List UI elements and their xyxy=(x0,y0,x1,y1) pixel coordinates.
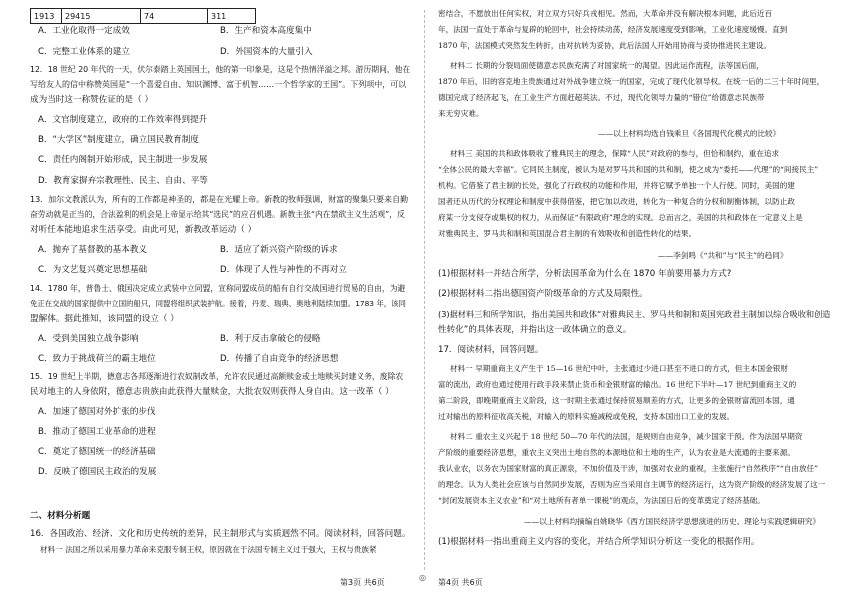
sub-question: (2)根据材料二指出德国资产阶级革命的方式及局限性。 xyxy=(438,289,648,299)
page-footer: 第3页 共6页 xyxy=(340,578,385,587)
citation: ——以上材料均摘编自姚晓华《西方国民经济学思想演进的历史、理论与实践逻辑研究》 xyxy=(524,517,821,526)
material-text: 机构。它借鉴了君主制的长处，强化了行政权的功能和作用，并将它赋予单独一个人行使。同时，美国的建 xyxy=(438,181,795,190)
page-divider xyxy=(424,10,425,570)
material-text: 材料一 早期重商主义产生于 15—16 世纪中叶，主张通过少进口甚至不进口的方式，但主本国金银财 xyxy=(450,364,788,373)
material-text: 国者还从历代的分权理论和制度中获得借鉴，把它加以改进，转化为一种复合的分权和制衡体制，以防止政 xyxy=(438,197,795,206)
option-c: C．为文艺复兴奠定思想基础 xyxy=(38,265,148,275)
statistics-table-fragment xyxy=(30,8,256,24)
material-text: 材料二 重农主义兴起于 18 世纪 50—70 年代的法国，是规则自由竞争，减少国家干预。作为法国早期资 xyxy=(450,432,803,441)
question-14-line: 免正在交战的国家提供中立国的船只，同盟将组织武装护航。接着，丹麦、瑞典、奥地利陆续加盟。1783 年，该同 xyxy=(30,299,406,308)
question-12: 12．18 世纪 20 年代的一天，伏尔泰踏上英国国土，他的第一印象是，这是个热情洋溢之邦。游历期间，他在 xyxy=(30,65,411,74)
material-text: 对雅典民主、罗马共和制和英国混合君主制的有效吸收和创造性转化的结果。 xyxy=(438,229,697,238)
sub-question: 性转化”的具体表现，并指出这一政体确立的意义。 xyxy=(438,325,632,335)
question-17: 17．阅读材料，回答问题。 xyxy=(438,345,544,355)
material-text: 我认业农，以务农为国家财富的真正源泉，不加价值及干涉，加强对农业的重视，主张施行“自然秩序”“自由放任” xyxy=(438,464,819,473)
material-text: 富的流出，政府也通过使用行政手段来禁止货币和金银财富的输出。16 世纪下半叶—17 世纪到重商主义的 xyxy=(438,380,797,389)
question-14: 14．1780 年，普鲁士、俄国决定成立武装中立同盟，宣称同盟成员的船有自行交战国进行贸易的自由，为避 xyxy=(30,284,406,293)
material-text: 来无穷灾难。 xyxy=(438,109,484,118)
question-13-line: 奋劳动就是正当的，合法盈利的机会是上帝显示给其“选民”的应召机遇。新教主张“内在禁欲主义生活观”，反 xyxy=(30,210,405,219)
option-a: A．受到美国独立战争影响 xyxy=(38,334,139,344)
option-b: B．利于反击拿破仑的侵略 xyxy=(220,334,321,344)
material-text: 材料二 长期的分裂局面使德意志民族充满了对国家统一的渴望。因此运作流程，法等国后面， xyxy=(450,61,764,70)
option-d: D．教育家摒弃宗教理性、民主、自由、平等 xyxy=(38,176,208,186)
material-text: 材料三 美国的共和政体吸收了雅典民主的理念，保障“人民”对政府的参与，但恰和制约，重在追求 xyxy=(450,149,780,158)
material-text: 府某一分支侵夺或集权的权力，从而保证“有限政府”理念的实现。总而言之，美国的共和政体在一定意义上是 xyxy=(438,213,803,222)
option-d: D．体现了人性与神性的不再对立 xyxy=(220,265,347,275)
sub-question: (1)根据材料一并结合所学，分析法国革命为什么在 1870 年前要用暴力方式? xyxy=(438,269,732,279)
option-c: C．奠定了德国统一的经济基础 xyxy=(38,447,156,457)
option-a: A．文官制度建立，政府的工作效率得到提升 xyxy=(38,115,208,125)
option-a: A．工业化取得一定成效 xyxy=(38,26,130,36)
option-b: B．推动了德国工业革命的进程 xyxy=(38,427,156,437)
question-14-line: 盟解体。据此推知，该同盟的设立（ ） xyxy=(30,314,179,324)
question-12-line: 写给友人的信中称赞英国是“一个喜爱自由、知识渊博、富于机智……一个哲学家的王国”。下列项中，可以 xyxy=(30,80,407,89)
material-text: “全体公民的最大幸福”。它同民主制度，被认为是对罗马共和国的共和制，使之成为“委托——代理”的“间接民主” xyxy=(438,165,819,174)
material-text: 第二阶段，即晚期重商主义阶段，这一时期主张通过保持贸易顺差的方式，让更多的金银财富流回本国，通 xyxy=(438,396,795,405)
material-text: 年，法国一直处于革命与复辟的轮回中，社会持续动荡，经济发展速度受到影响，工业化速度缓慢。直到 xyxy=(438,25,788,34)
option-d: D．传播了自由竞争的经济思想 xyxy=(220,354,339,364)
option-b: B．生产和资本高度集中 xyxy=(220,26,312,36)
question-16: 16．各国政治、经济、文化和历史传统的差异，民主制形式与实质迥然不同。阅读材料，回答问题。 xyxy=(30,529,411,539)
material-text: “封闭发展资本主义农业”和“对土地所有者单一课税”的观点，为法国日后的变革奠定了经济基础。 xyxy=(438,496,765,505)
question-13-line: 对听任本能地追求生活享受。由此可见，新教改革运动（ ） xyxy=(30,225,257,235)
material-text: 过对输出的原料征收高关税，对输入的原料实施减税或免税，支持本国出口工业的发展。 xyxy=(438,412,735,421)
material-text: 1870 年后，旧的容克地主贵族通过对外战争建立统一的国家，完成了现代化领导权。在统一后的二三十年时间里， xyxy=(438,77,825,86)
page-footer: 第4页 共6页 xyxy=(438,578,483,587)
question-15-line: 民对地主的人身依附，德意志贵族由此获得大量赎金，大批农奴则获得人身自由。这一改革（ ） xyxy=(30,387,394,397)
table-cell: 311 xyxy=(208,9,256,24)
question-12-line: 成为当时这一称赞佐证的是（ ） xyxy=(30,95,154,105)
citation: ——以上材料均选自钱乘旦《各国现代化模式的比较》 xyxy=(598,129,781,138)
option-b: B．适应了新兴资产阶级的诉求 xyxy=(220,245,338,255)
option-a: A．抛弃了基督教的基本教义 xyxy=(38,245,148,255)
option-a: A．加速了德国对外扩张的步伐 xyxy=(38,407,156,417)
option-c: C．致力于挑战荷兰的霸主地位 xyxy=(38,354,156,364)
sub-question: (3)据材料三和所学知识，指出美国共和政体“对雅典民主、罗马共和制和英国宪政君主制加以综合吸收和创造 xyxy=(438,309,831,319)
material-text: 1870 年，法国模式突然发生转折，由对抗转为妥协，此后法国人开始用协商与妥协推进民主建设。 xyxy=(438,41,772,50)
material-text: 德国完成了经济起飞，在工业生产方面赶超英法。不过，现代化领导力量的“错位”给德意志民族带 xyxy=(438,93,765,102)
citation: ——李剑鸣《“共和”与“民主”的趋同》 xyxy=(658,251,788,260)
material-text: 产阶级的重要经济思想，重农主义突出土地自然的本源地位和土地的生产，认为农业是大流通的主要来源。 xyxy=(438,448,795,457)
table-row xyxy=(31,9,256,24)
material-text: 材料一 法国之所以采用暴力革命来克服专制王权，原因就在于法国专制主义过于强大，王权与贵族紧 xyxy=(40,545,377,554)
option-c: C．责任内阁制开始形成，民主制进一步发展 xyxy=(38,155,208,165)
table-cell: 74 xyxy=(141,9,208,24)
material-text: 密结合，不愿放出任何实权，对立双方只好兵戎相见。然而，大革命并没有解决根本问题，此后近百 xyxy=(438,9,773,18)
option-d: D．反映了德国民主政治的发展 xyxy=(38,467,157,477)
binding-mark-icon: ◎ xyxy=(419,573,426,582)
option-b: B．“大学区”制度建立，确立国民教育制度 xyxy=(38,135,199,145)
question-15: 15．19 世纪上半期，德意志各邦逐渐进行农奴制改革，允许农民通过高额赎金或土地赎买封建义务，废除农 xyxy=(30,372,404,381)
table-cell-year: 1913 xyxy=(31,9,62,24)
material-text: 的理念。认为人类社会应该与自然同步发展，否则为应当采用自主调节的经济运行，这为资产阶级的经济发展了这一 xyxy=(438,480,826,489)
option-c: C．完整工业体系的建立 xyxy=(38,47,130,57)
section-heading: 二、材料分析题 xyxy=(30,511,91,521)
table-cell: 29415 xyxy=(62,9,141,24)
option-d: D．外国资本的大量引入 xyxy=(220,47,313,57)
sub-question: (1)根据材料一指出重商主义内容的变化，并结合所学知识分析这一变化的根据作用。 xyxy=(438,537,760,547)
question-13: 13．加尔文教派认为，所有的工作都是神圣的，都是在光耀上帝。新教的牧师强调，财富的聚集只要来自勤 xyxy=(30,195,409,204)
